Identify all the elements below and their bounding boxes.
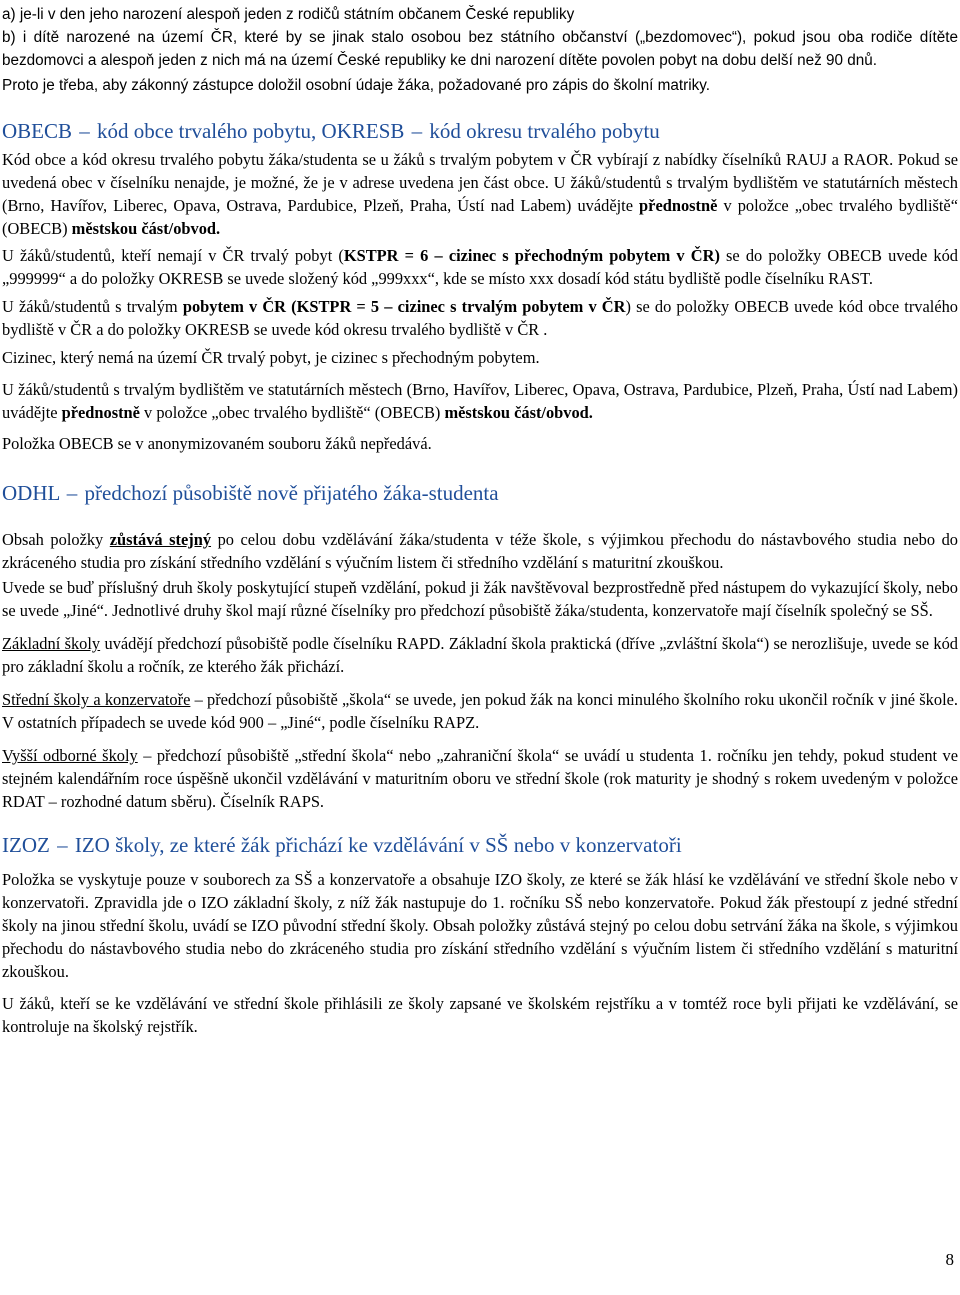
odhl-p3-underline: Základní školy	[2, 634, 101, 653]
izoz-heading-code: IZOZ	[2, 833, 50, 857]
obecb-paragraph-1	[2, 148, 958, 240]
odhl-p5-text: – předchozí působiště „střední škola“ nebo „zahraniční škola“ se uvádí u studenta 1. ročníku jen tehdy, pokud student ve stejném kalendářním roce úspěšně ukončil vzdělávání v maturitním oboru ve střední škole (rok maturity je shodný s rokem uvedeným v položce RDAT – rozhodné datum sběru). Číselník RAPS.	[2, 746, 959, 811]
page-number: 8	[945, 1250, 954, 1269]
obecb-p5-bold-2: městskou část/obvod.	[444, 403, 593, 422]
odhl-heading-code: ODHL	[2, 481, 60, 505]
izoz-heading-text: IZO školy, ze které žák přichází ke vzdělávání v SŠ nebo v konzervatoři	[74, 833, 682, 857]
obecb-heading	[2, 118, 958, 144]
odhl-p4-underline: Střední školy a konzervatoře	[2, 690, 191, 709]
obecb-heading-text2: kód okresu trvalého pobytu	[429, 119, 660, 143]
odhl-heading	[2, 480, 958, 506]
odhl-paragraph-4	[2, 688, 958, 734]
obecb-p3-bold: pobytem v ČR (KSTPR = 5 – cizinec s trvalým pobytem v ČR	[182, 297, 626, 316]
izoz-heading-dash: –	[57, 833, 68, 857]
odhl-p1-bold-underline: zůstává stejný	[109, 530, 212, 549]
odhl-heading-dash: –	[66, 481, 78, 505]
izoz-paragraph-1: Položka se vyskytuje pouze v souborech za SŠ a konzervatoře a obsahuje IZO školy, ze které se žák hlásí ke vzdělávání ve střední škole nebo v konzervatoři. Zpravidla jde o IZO základní školy, z níž žák nastupuje do 1. ročníku SŠ nebo konzervatoře. Pokud žák přestoupí z jedné střední školy na jinou střední školu, uvádí se IZO původní střední školy. Obsah položky zůstává stejný po celou dobu setrvání žáka na škole, s výjimkou přechodu do nástavbového studia nebo do zkráceného studia pro získání středního vzdělání s výučním listem či středního vzdělání s maturitní zkouškou.	[2, 870, 958, 981]
obecb-p1-text-a: Kód obce a kód okresu trvalého pobytu žáka/studenta se u žáků s trvalým pobytem v ČR vybírají z nabídky číselníků RAUJ a RAOR	[2, 150, 890, 169]
obecb-heading-dash2: –	[411, 119, 423, 143]
intro-note: Proto je třeba, aby zákonný zástupce doložil osobní údaje žáka, požadované pro zápis do školní matriky.	[2, 77, 711, 94]
odhl-p1-text-b: po celou dobu vzdělávání žáka/studenta v téže škole, s výjimkou přechodu do nástavbového studia nebo do zkráceného studia pro získání středního vzdělání s výučním listem či středního vzdělání s maturitní zkouškou.	[2, 530, 958, 572]
odhl-p3-text: uvádějí předchozí působiště podle číselníku RAPD. Základní škola praktická (dříve „zvláštní škola“) se nerozlišuje, uvede se kód pro základní školu a ročník, ze kterého žák přichází.	[2, 634, 958, 676]
intro-line-b: b) i dítě narozené na území ČR, které by se jinak stalo osobou bez státního občanství („bezdomovec“), pokud jsou oba rodiče dítěte bezdomovci a alespoň jeden z nich má na území České republiky ke dni narození dítěte povolen pobyt na dobu delší než 90 dnů.	[2, 29, 958, 69]
obecb-p1-text-b: . Pokud se uvedená obec v číselníku nenajde, je možné, že je v adrese uvedena jen část obce. U žáků/studentů s trvalým bydlištěm ve statutárních městech (Brno, Havířov, Liberec, Opava, Ostrava, Pardubice, Plzeň, Praha, Ústí nad Labem) uvádějte	[2, 150, 959, 215]
obecb-heading-dash1: –	[79, 119, 90, 143]
obecb-paragraph-3	[2, 295, 958, 341]
odhl-p4-text: – předchozí působiště „škola“ se uvede, jen pokud žák na konci minulého školního roku ukončil ročník v jiné škole. V ostatních případech se uvede kód 900 – „Jiné“, podle číselníku RAPZ.	[2, 690, 958, 732]
obecb-paragraph-5	[2, 378, 958, 424]
obecb-p5-bold-1: přednostně	[61, 403, 140, 422]
intro-line-a: a) je-li v den jeho narození alespoň jeden z rodičů státním občanem České republiky	[2, 6, 575, 23]
odhl-paragraph-2: Uvede se buď příslušný druh školy poskytující stupeň vzdělání, pokud ji žák navštěvoval bezprostředně před nástupem do vykazující školy, nebo se uvede „Jiné“. Jednotlivé druhy škol mají různé číselníky pro předchozí působiště žáka/studenta, konzervatoře mají číselník společný se SŠ.	[2, 578, 958, 620]
obecb-heading-code2: OKRESB	[321, 119, 405, 143]
izoz-heading	[2, 832, 958, 858]
obecb-paragraph-2	[2, 244, 958, 290]
odhl-paragraph-1	[2, 528, 958, 574]
obecb-p1-bold-1: přednostně	[639, 196, 718, 215]
obecb-paragraph-4: Cizinec, který nemá na území ČR trvalý pobyt, je cizinec s přechodným pobytem.	[2, 348, 540, 367]
obecb-heading-code1: OBECB	[2, 119, 73, 143]
obecb-p1-bold-2: městskou část/obvod.	[71, 219, 221, 238]
obecb-p2-text-a: U žáků/studentů, kteří nemají v ČR trvalý pobyt (	[2, 246, 344, 265]
odhl-p1-text-a: Obsah položky	[2, 530, 110, 549]
obecb-p2-text-b: se do položky OBECB uvede kód „999999“ a do položky OKRESB se uvede složený kód „999xxx“, kde se místo xxx dosadí kód státu bydliště podle číselníku RAST.	[2, 246, 958, 288]
odhl-p5-underline: Vyšší odborné školy	[2, 746, 138, 765]
obecb-p1-text-c: v položce „obec trvalého bydliště“ (OBECB)	[2, 196, 958, 238]
odhl-paragraph-3	[2, 632, 958, 678]
izoz-paragraph-2: U žáků, kteří se ke vzdělávání ve střední škole přihlásili ze školy zapsané ve školském rejstříku a v tomtéž roce byli přijati ke vzdělávání, se kontroluje na školský rejstřík.	[2, 994, 958, 1036]
obecb-p3-text-a: U žáků/studentů s trvalým	[2, 297, 183, 316]
obecb-heading-text1: kód obce trvalého pobytu,	[97, 119, 317, 143]
obecb-p2-bold: KSTPR = 6 – cizinec s přechodným pobytem v ČR)	[343, 246, 720, 265]
odhl-paragraph-5	[2, 744, 958, 813]
obecb-p5-text-b: v položce „obec trvalého bydliště“ (OBECB)	[139, 403, 445, 422]
obecb-paragraph-6: Položka OBECB se v anonymizovaném souboru žáků nepředává.	[2, 434, 432, 453]
obecb-p3-text-b: ) se do položky OBECB uvede kód obce trvalého bydliště v ČR a do položky OKRESB se uvede kód okresu trvalého bydliště v ČR .	[2, 297, 958, 339]
odhl-heading-text: předchozí působiště nově přijatého žáka-studenta	[84, 481, 499, 505]
obecb-p5-text-a: U žáků/studentů s trvalým bydlištěm ve statutárních městech (Brno, Havířov, Liberec, Opava, Ostrava, Pardubice, Plzeň, Praha, Ústí nad Labem) uvádějte	[2, 380, 958, 422]
